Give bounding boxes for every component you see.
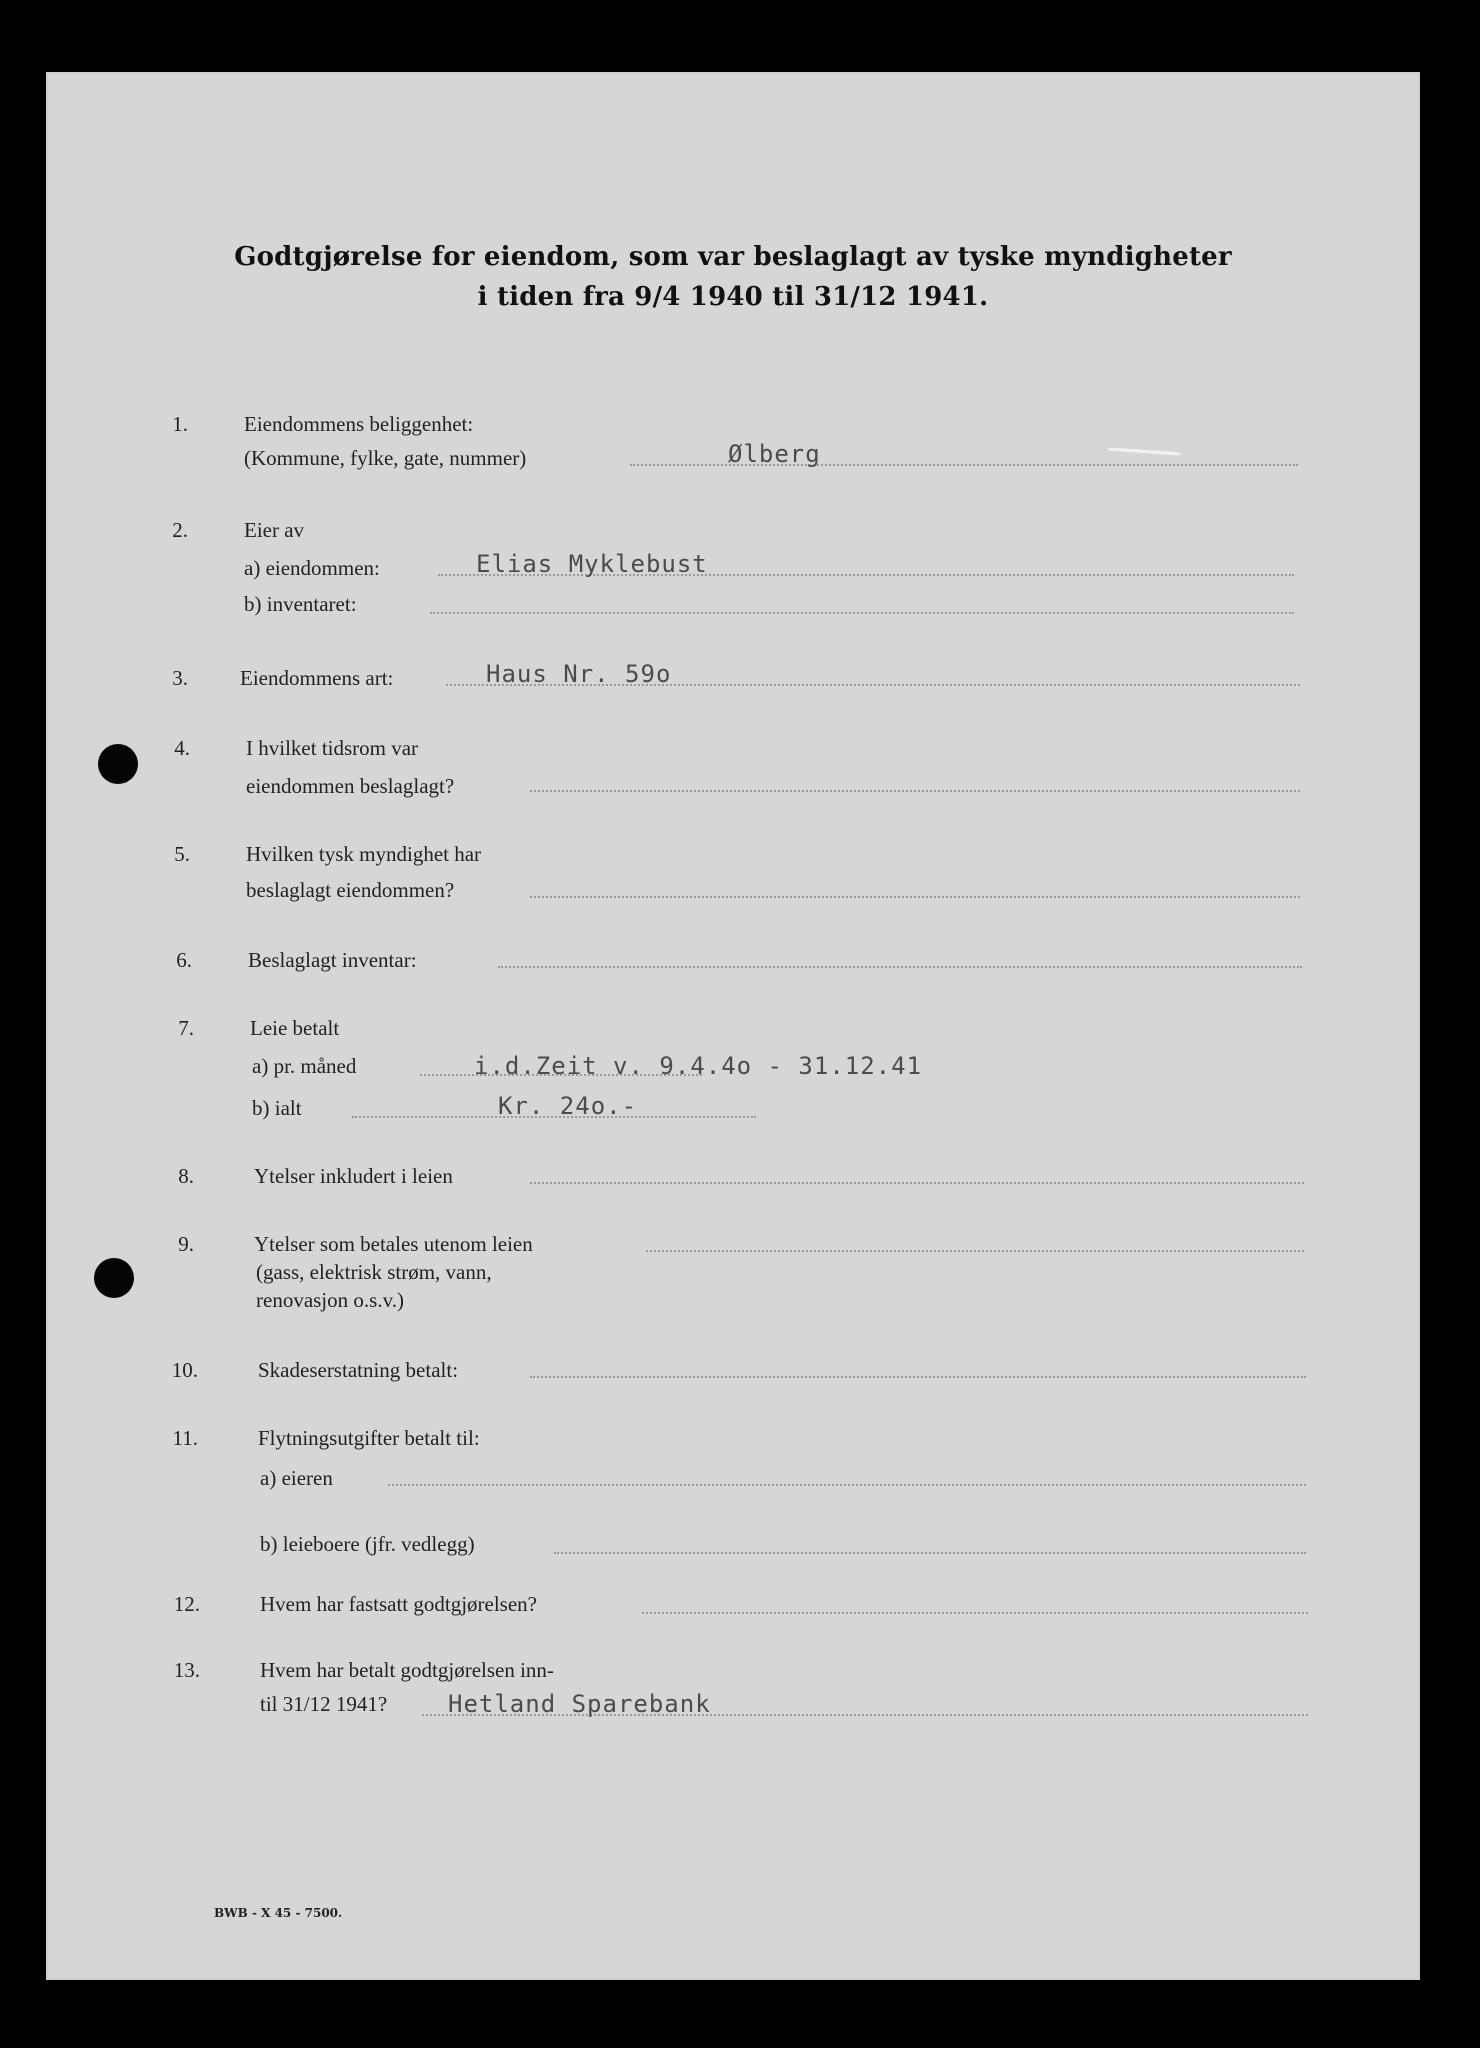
item-3-value: Haus Nr. 59o xyxy=(486,660,672,688)
item-1-sublabel: (Kommune, fylke, gate, nummer) xyxy=(244,446,527,470)
item-11-label: Flytningsutgifter betalt til: xyxy=(258,1426,480,1450)
item-12-label: Hvem har fastsatt godtgjørelsen? xyxy=(260,1592,537,1616)
form-sheet: Godtgjørelse for eiendom, som var beslaglagt av tyske myndigheter i tiden fra 9/4 1940 til 31/12 1941. 1. Eiendommens beliggenhet: (Kommune, fylke, gate, nummer) Ølberg 2. Eier av a) eiendommen: Elias Myklebust b) inventaret: 3. Eiendommens art: Haus Nr. 59o 4. I hvilket tidsrom var eiendommen beslaglagt? 5. Hvilken tysk myndighet har beslaglagt eiendommen? 6. Beslaglagt inventar: 7. Leie betalt a) pr. måned i.d.Zeit v. 9.4.4o - 31.12.41 b) ialt Kr. 24o.- 8. Ytelser inkludert i leien 9. Ytelser som betales utenom leien (gass, elektrisk strøm, vann, renovasjon o.s.v.) 10. Skadeserstatning betalt: 11. Flytningsutgifter betalt til: a) eieren b) leieboere (jfr. vedlegg) 12. Hvem har fastsatt godtgjørelsen? 13. Hvem har betalt godtgjørelsen inn- til 31/12 1941? Hetland Sparebank BWB - X 45 - 7500. xyxy=(46,72,1420,1980)
item-9-label: Ytelser som betales utenom leien xyxy=(254,1232,533,1256)
item-2b-dotted-line xyxy=(430,612,1294,614)
item-11a-dotted-line xyxy=(388,1484,1306,1486)
item-7b-label: b) ialt xyxy=(252,1096,302,1120)
item-7a-label: a) pr. måned xyxy=(252,1054,357,1078)
item-13-value: Hetland Sparebank xyxy=(448,1690,711,1718)
item-11b-dotted-line xyxy=(554,1552,1306,1554)
item-13-sublabel: til 31/12 1941? xyxy=(260,1692,388,1716)
scratch-mark xyxy=(1108,447,1180,455)
item-2a-label: a) eiendommen: xyxy=(244,556,380,580)
item-9-dotted-line xyxy=(646,1250,1304,1252)
item-5-label: Hvilken tysk myndighet har xyxy=(246,842,482,866)
item-4-label: I hvilket tidsrom var xyxy=(246,736,419,760)
item-13-label: Hvem har betalt godtgjørelsen inn- xyxy=(260,1658,554,1682)
item-4-sublabel: eiendommen beslaglagt? xyxy=(246,774,455,798)
item-5-sublabel: beslaglagt eiendommen? xyxy=(246,878,455,902)
punch-hole-top xyxy=(98,744,138,784)
form-title-line1: Godtgjørelse for eiendom, som var beslaglagt av tyske myndigheter xyxy=(234,242,1232,272)
punch-hole-bottom xyxy=(94,1258,134,1298)
item-1-label: Eiendommens beliggenhet: xyxy=(244,412,474,436)
item-1-value: Ølberg xyxy=(728,440,821,468)
item-12-dotted-line xyxy=(642,1612,1308,1614)
item-9-sublabel-1: (gass, elektrisk strøm, vann, xyxy=(256,1260,492,1284)
item-2-label: Eier av xyxy=(244,518,305,542)
item-8-label: Ytelser inkludert i leien xyxy=(254,1164,453,1188)
item-7a-value: i.d.Zeit v. 9.4.4o - 31.12.41 xyxy=(474,1052,923,1080)
item-3-label: Eiendommens art: xyxy=(240,666,394,690)
print-code: BWB - X 45 - 7500. xyxy=(214,1906,343,1920)
item-2a-value: Elias Myklebust xyxy=(476,550,708,578)
item-11a-label: a) eieren xyxy=(260,1466,333,1490)
item-6-label: Beslaglagt inventar: xyxy=(248,948,417,972)
item-5-dotted-line xyxy=(530,896,1300,898)
form-title-line2: i tiden fra 9/4 1940 til 31/12 1941. xyxy=(477,282,989,312)
item-10-dotted-line xyxy=(530,1376,1306,1378)
item-7-label: Leie betalt xyxy=(250,1016,340,1040)
item-9-sublabel-2: renovasjon o.s.v.) xyxy=(256,1288,404,1312)
item-10-label: Skadeserstatning betalt: xyxy=(258,1358,459,1382)
item-11b-label: b) leieboere (jfr. vedlegg) xyxy=(260,1532,475,1556)
item-2b-label: b) inventaret: xyxy=(244,592,357,616)
item-7b-value: Kr. 24o.- xyxy=(498,1092,638,1120)
item-4-dotted-line xyxy=(530,790,1300,792)
item-8-dotted-line xyxy=(530,1182,1304,1184)
item-6-dotted-line xyxy=(498,966,1302,968)
